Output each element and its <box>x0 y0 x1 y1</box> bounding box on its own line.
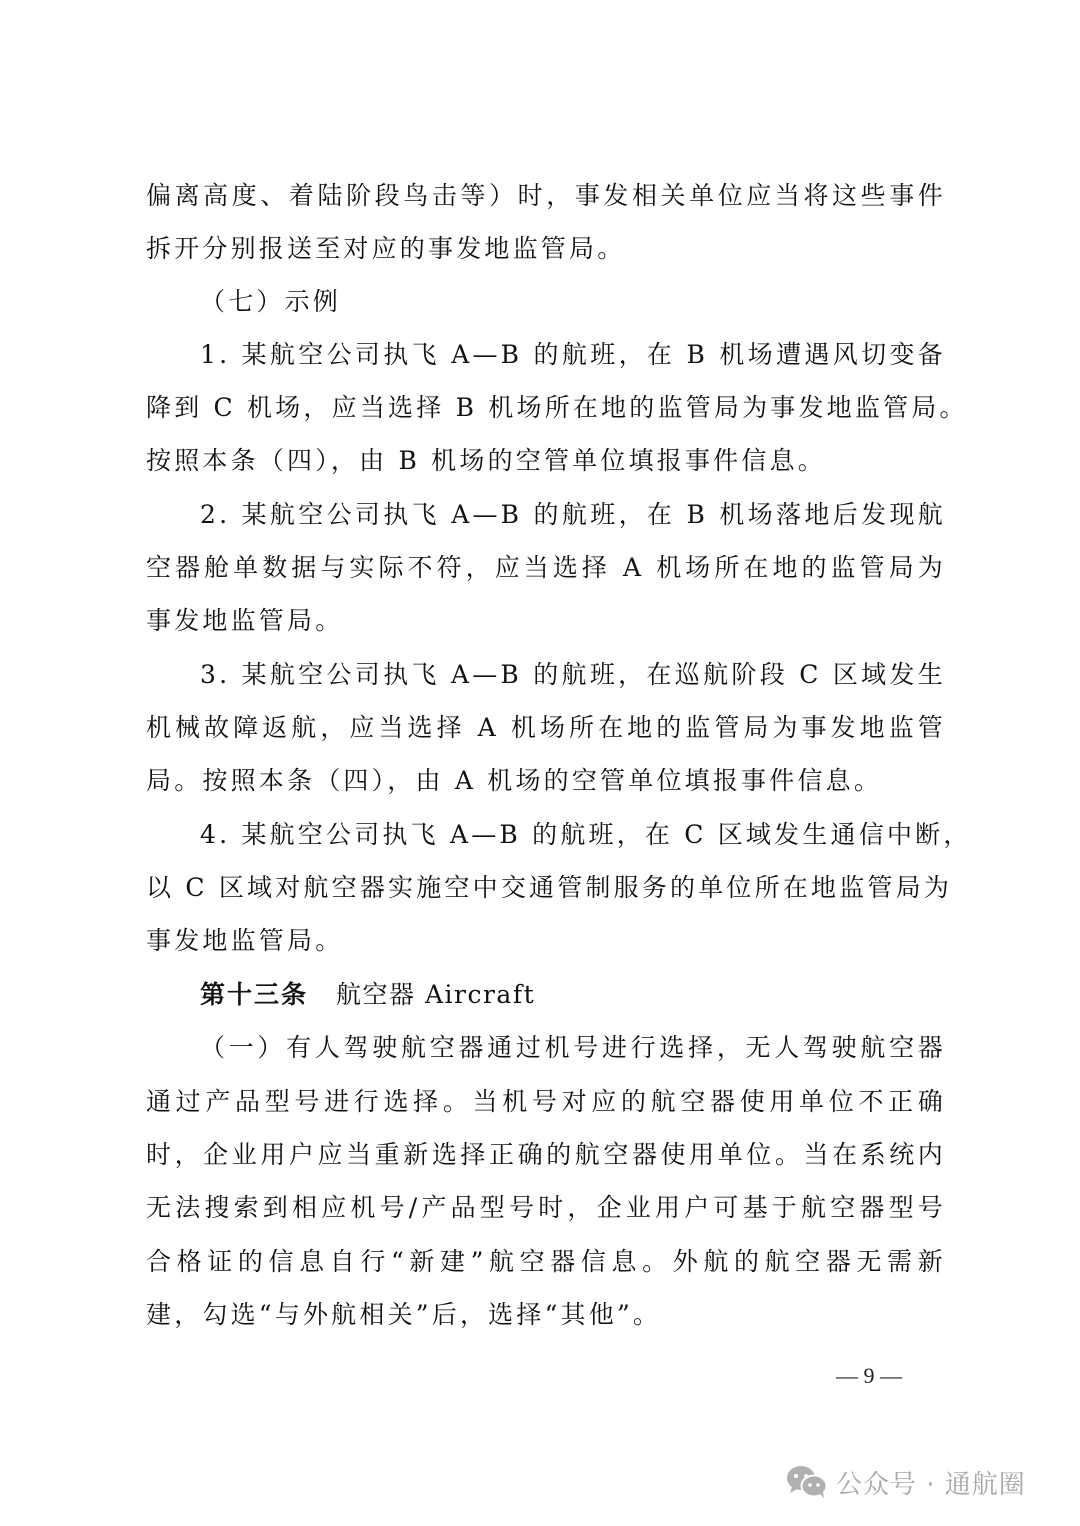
example-1-line: 1. 某航空公司执飞 A—B 的航班，在 B 机场遭遇风切变备 <box>200 340 946 369</box>
watermark-text: 公众号 · 通航圈 <box>836 1469 1026 1500</box>
article-number: 第十三条 <box>200 980 309 1009</box>
article-heading <box>200 975 946 1015</box>
article-paragraph-line: （一）有人驾驶航空器通过机号进行选择，无人驾驶航空器 <box>200 1033 946 1062</box>
article-paragraph-line: 建，勾选“与外航相关”后，选择“其他”。 <box>146 1300 662 1329</box>
section-heading: （七）示例 <box>200 287 342 316</box>
example-3-line: 局。按照本条（四），由 A 机场的空管单位填报事件信息。 <box>146 766 883 795</box>
example-2-line: 2. 某航空公司执飞 A—B 的航班，在 B 机场落地后发现航 <box>200 500 946 529</box>
example-2-line: 事发地监管局。 <box>146 606 344 635</box>
watermark <box>786 1462 1026 1502</box>
example-4-line: 事发地监管局。 <box>146 926 344 955</box>
article-paragraph-line: 无法搜索到相应机号/产品型号时，企业用户可基于航空器型号 <box>146 1193 946 1222</box>
example-1-line: 按照本条（四），由 B 机场的空管单位填报事件信息。 <box>146 446 826 475</box>
wechat-icon <box>786 1465 828 1499</box>
article-paragraph-line: 通过产品型号进行选择。当机号对应的航空器使用单位不正确 <box>146 1087 946 1116</box>
example-1-line: 降到 C 机场，应当选择 B 机场所在地的监管局为事发地监管局。 <box>146 393 968 422</box>
article-title: 航空器 Aircraft <box>336 980 536 1009</box>
paragraph-line: 偏离高度、着陆阶段鸟击等）时，事发相关单位应当将这些事件 <box>146 181 946 210</box>
article-paragraph-line: 时，企业用户应当重新选择正确的航空器使用单位。当在系统内 <box>146 1140 946 1169</box>
page-number: — 9 — <box>836 1363 902 1388</box>
example-4-line: 4. 某航空公司执飞 A—B 的航班，在 C 区域发生通信中断， <box>200 820 972 849</box>
example-3-line: 机械故障返航，应当选择 A 机场所在地的监管局为事发地监管 <box>146 713 946 742</box>
article-paragraph-line: 合格证的信息自行“新建”航空器信息。外航的航空器无需新 <box>146 1247 946 1276</box>
paragraph-line: 拆开分别报送至对应的事发地监管局。 <box>146 234 626 263</box>
example-4-line: 以 C 区域对航空器实施空中交通管制服务的单位所在地监管局为 <box>146 873 953 902</box>
example-2-line: 空器舱单数据与实际不符，应当选择 A 机场所在地的监管局为 <box>146 553 946 582</box>
example-3-line: 3. 某航空公司执飞 A—B 的航班，在巡航阶段 C 区域发生 <box>200 660 946 689</box>
